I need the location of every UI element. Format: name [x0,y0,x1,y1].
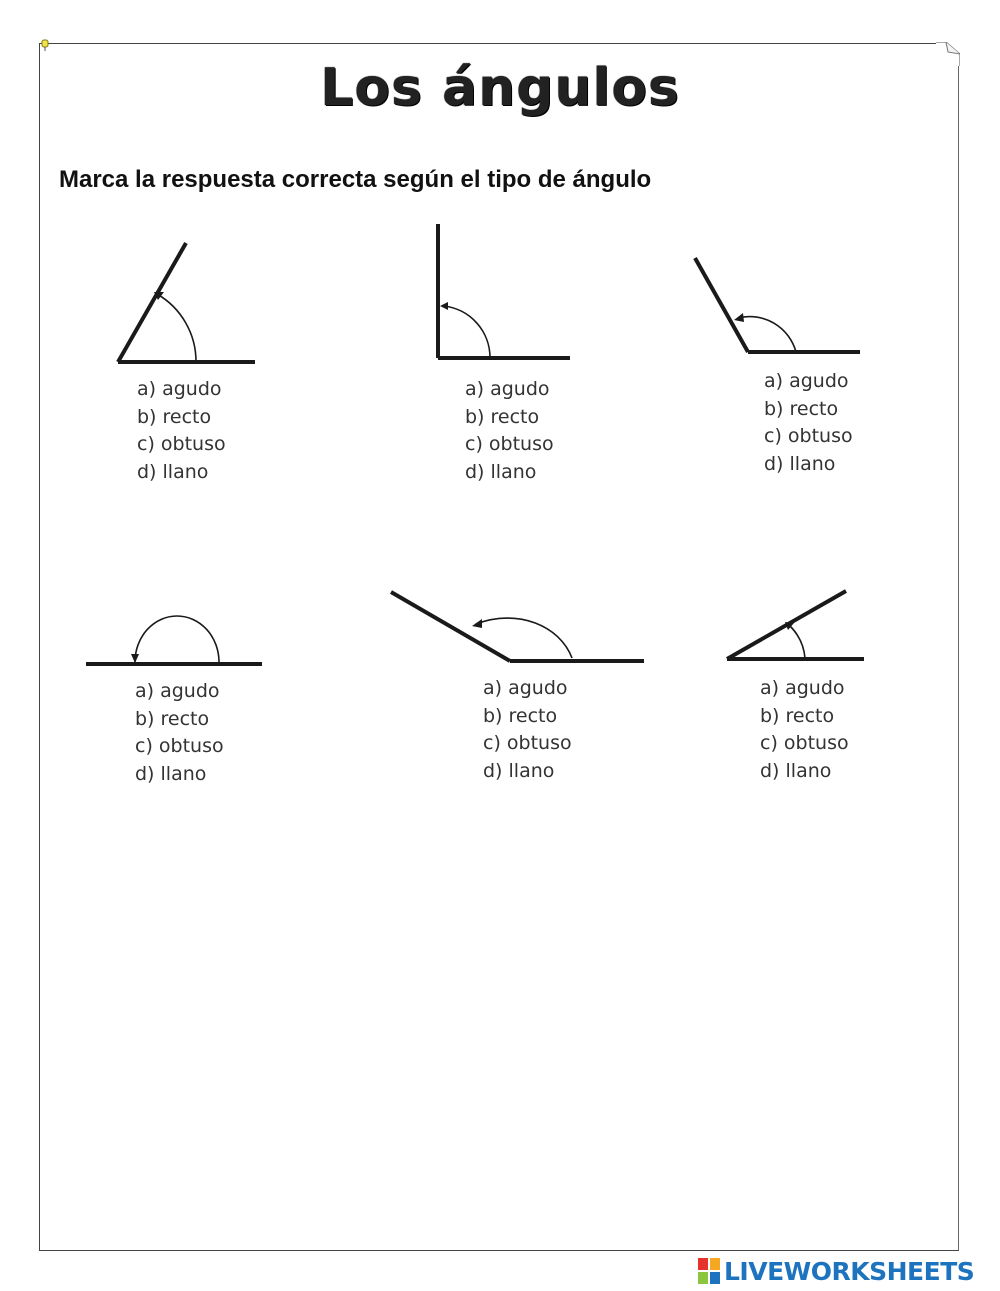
option-b[interactable]: b) recto [135,707,210,730]
option-b[interactable]: b) recto [760,704,835,727]
option-a[interactable]: a) agudo [137,378,222,400]
options-question-2 [465,376,554,486]
pin-icon [41,38,49,50]
option-d[interactable]: d) llano [760,759,832,782]
option-a[interactable]: a) agudo [465,378,550,400]
option-c[interactable]: c) obtuso [764,425,853,447]
option-b[interactable]: b) recto [465,405,540,428]
instruction-text: Marca la respuesta correcta según el tipo de ángulo [59,166,652,193]
angle-figure-1 [110,238,260,368]
option-c[interactable]: c) obtuso [465,433,554,455]
option-c[interactable]: c) obtuso [137,433,226,455]
option-d[interactable]: d) llano [465,460,537,483]
angle-figure-3 [690,254,865,359]
options-question-5 [483,675,572,785]
liveworksheets-logo-icon [698,1258,720,1284]
angle-figure-2 [430,222,575,362]
options-question-3 [764,368,853,478]
angle-figure-6 [724,586,869,666]
options-question-4 [135,678,224,788]
angle-figure-5 [388,586,648,668]
options-question-6 [760,675,849,785]
option-b[interactable]: b) recto [137,405,212,428]
option-a[interactable]: a) agudo [135,680,220,702]
option-a[interactable]: a) agudo [483,677,568,699]
option-b[interactable]: b) recto [764,397,839,420]
option-d[interactable]: d) llano [764,452,836,475]
option-c[interactable]: c) obtuso [760,732,849,754]
option-d[interactable]: d) llano [483,759,555,782]
page-title: Los ángulos [320,58,680,118]
liveworksheets-brand [698,1256,974,1286]
option-b[interactable]: b) recto [483,704,558,727]
brand-text: LIVEWORKSHEETS [724,1256,975,1286]
option-c[interactable]: c) obtuso [135,735,224,757]
option-a[interactable]: a) agudo [760,677,845,699]
options-question-1 [137,376,226,486]
option-d[interactable]: d) llano [135,762,207,785]
option-a[interactable]: a) agudo [764,370,849,392]
angle-figure-4 [86,608,266,670]
option-c[interactable]: c) obtuso [483,732,572,754]
option-d[interactable]: d) llano [137,460,209,483]
